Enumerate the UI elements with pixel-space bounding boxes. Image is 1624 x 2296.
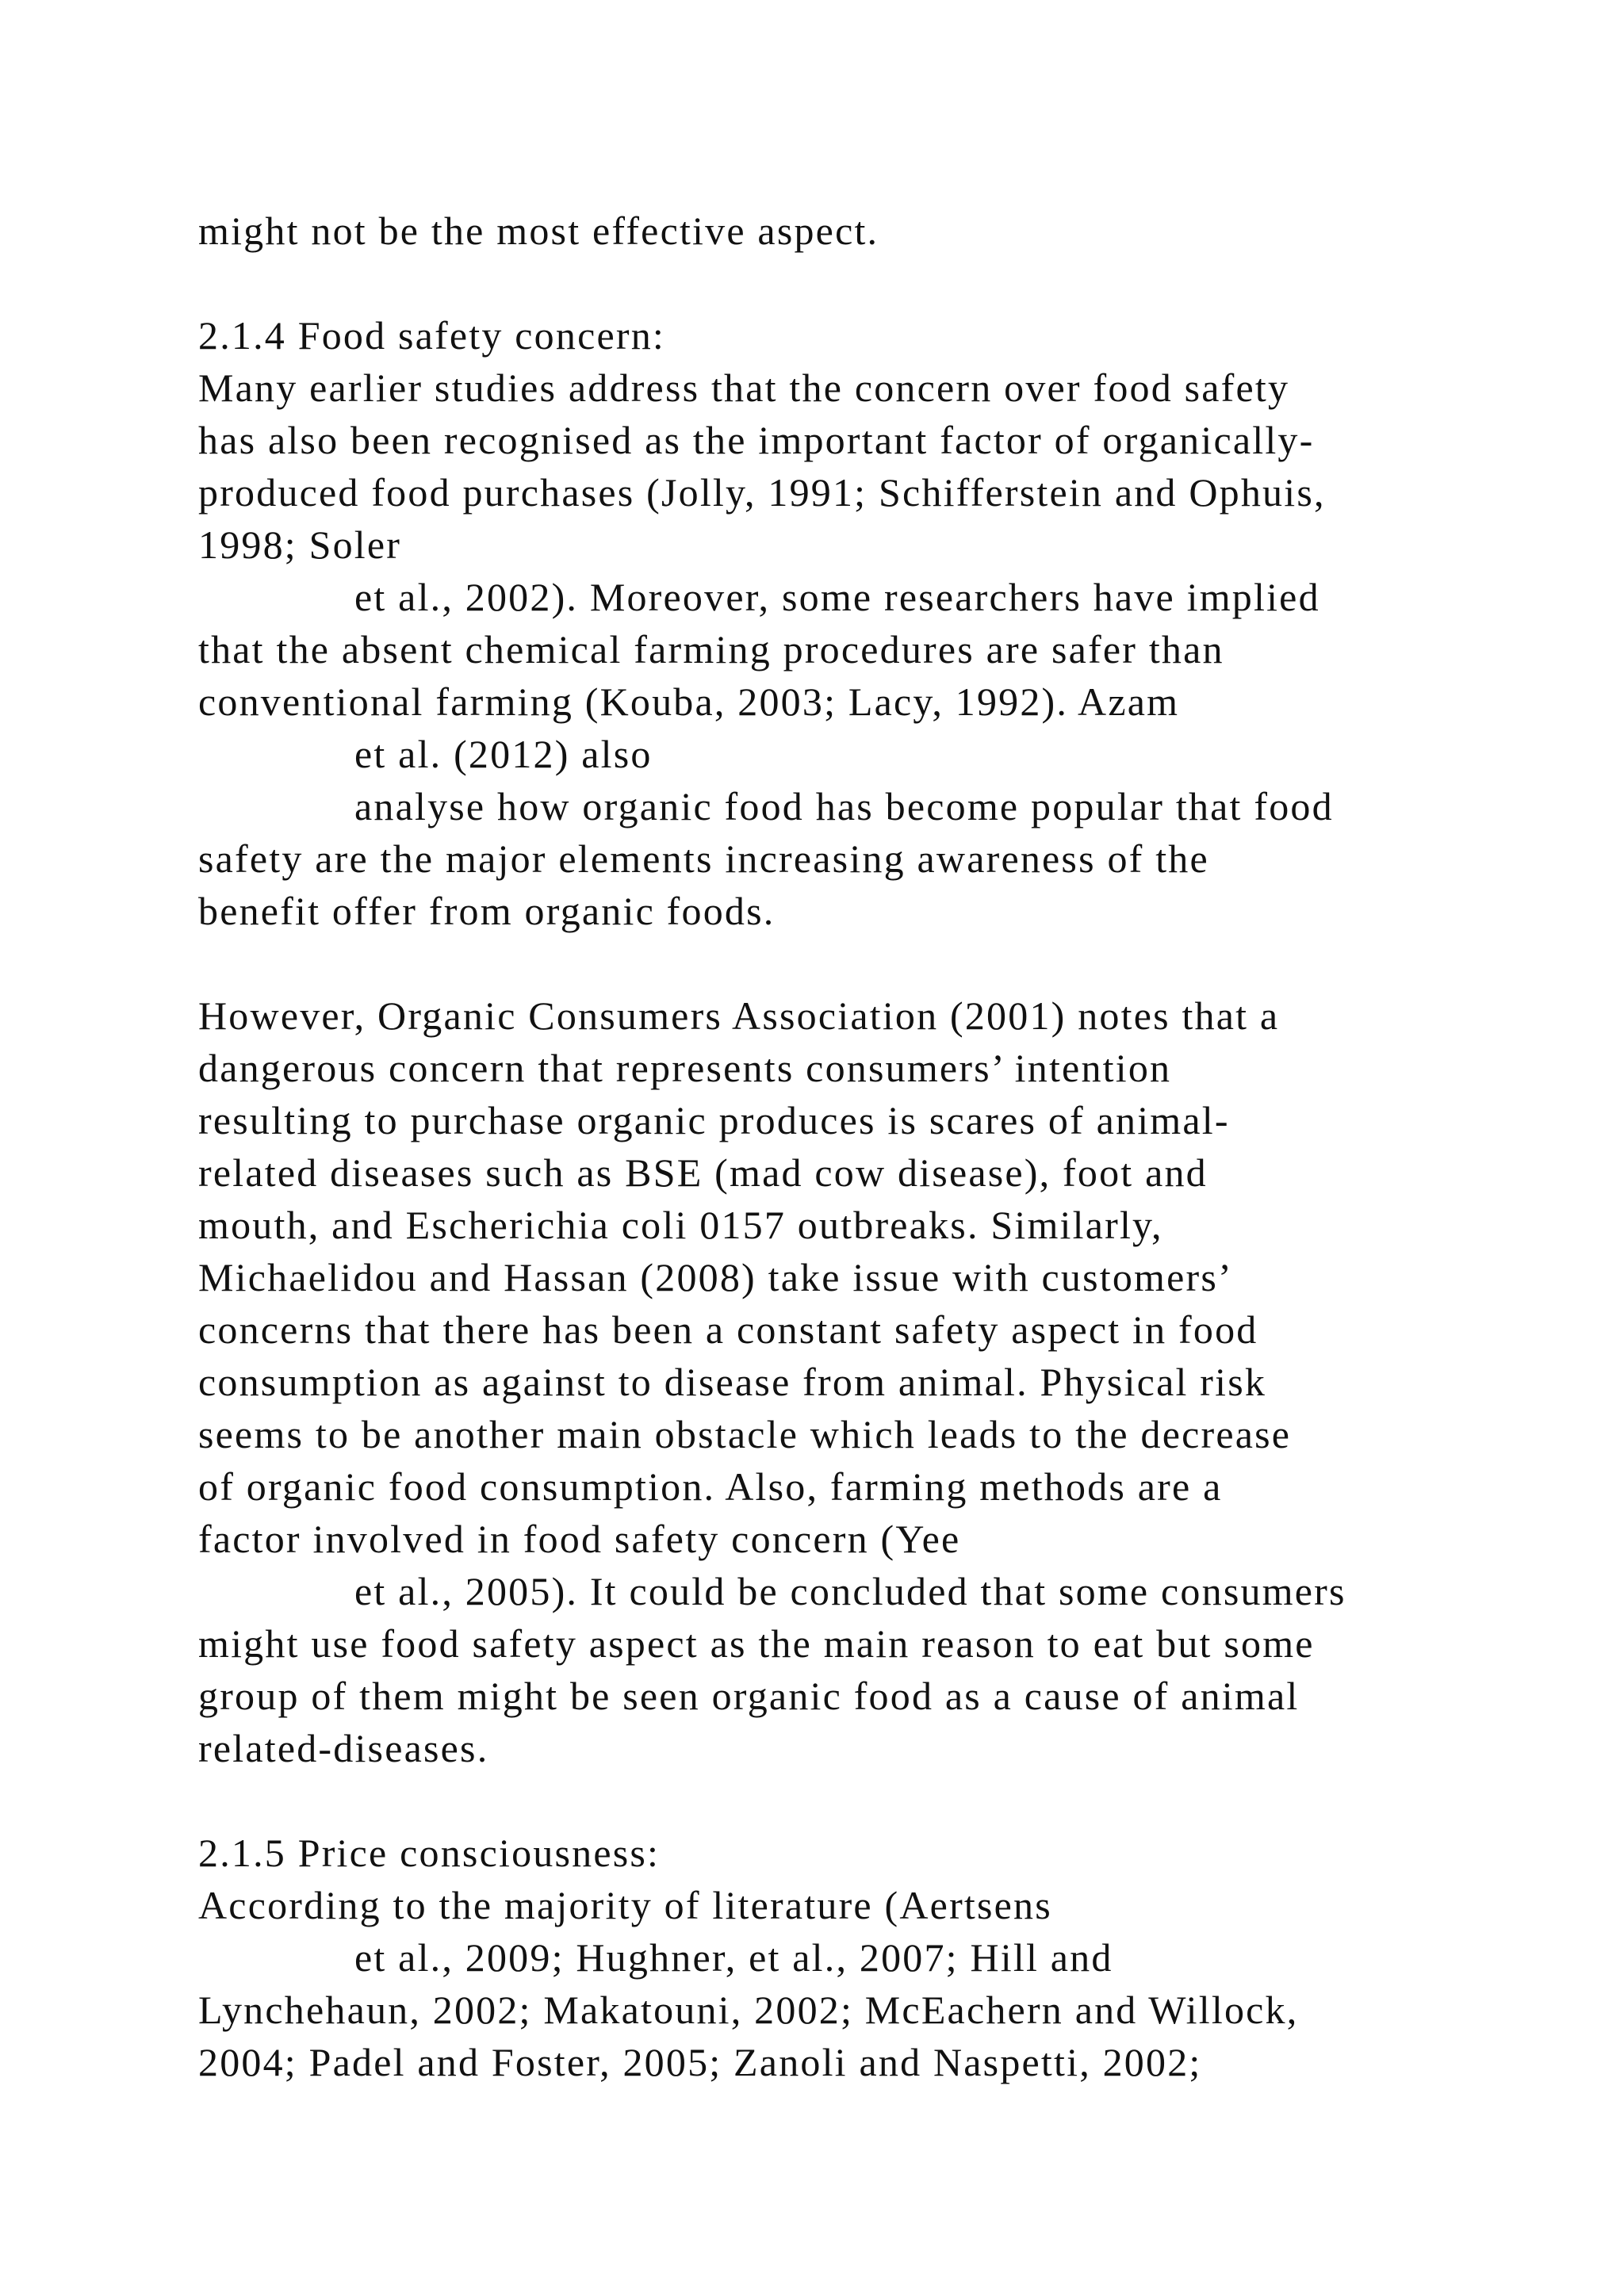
text-line: might use food safety aspect as the main reason to eat but some [198, 1621, 1315, 1666]
text-line: related diseases such as BSE (mad cow disease), foot and [198, 1150, 1208, 1195]
text-line: has also been recognised as the important factor of organically- [198, 418, 1315, 462]
text-line: However, Organic Consumers Association (2001) notes that a [198, 993, 1280, 1038]
section-heading-price-consciousness: 2.1.5 Price consciousness: [198, 1831, 661, 1875]
text-line: Lynchehaun, 2002; Makatouni, 2002; McEachern and Willock, [198, 1988, 1299, 2032]
text-line: seems to be another main obstacle which leads to the decrease [198, 1412, 1292, 1456]
text-line: of organic food consumption. Also, farming methods are a [198, 1464, 1223, 1509]
text-line: that the absent chemical farming procedures are safer than [198, 627, 1224, 672]
text-line: et al. (2012) also [354, 732, 653, 776]
text-line: consumption as against to disease from animal. Physical risk [198, 1360, 1267, 1404]
text-line: According to the majority of literature (Aertsens [198, 1883, 1052, 1927]
text-line: conventional farming (Kouba, 2003; Lacy, 1992). Azam [198, 679, 1180, 724]
text-line: analyse how organic food has become popular that food [354, 784, 1334, 828]
text-line: 1998; Soler [198, 522, 402, 567]
text-line: might not be the most effective aspect. [198, 209, 879, 253]
text-line: resulting to purchase organic produces is scares of animal- [198, 1098, 1230, 1142]
text-line: et al., 2005). It could be concluded that some consumers [354, 1569, 1346, 1613]
text-line: mouth, and Escherichia coli 0157 outbreaks. Similarly, [198, 1203, 1163, 1247]
text-line: et al., 2009; Hughner, et al., 2007; Hill and [354, 1935, 1113, 1980]
text-line: group of them might be seen organic food as a cause of animal [198, 1674, 1300, 1718]
text-line: produced food purchases (Jolly, 1991; Schifferstein and Ophuis, [198, 470, 1326, 515]
text-line: related-diseases. [198, 1726, 489, 1770]
text-line: Michaelidou and Hassan (2008) take issue with customers’ [198, 1255, 1233, 1299]
text-line: et al., 2002). Moreover, some researchers have implied [354, 575, 1320, 619]
text-line: Many earlier studies address that the concern over food safety [198, 365, 1290, 410]
text-line: factor involved in food safety concern (Yee [198, 1517, 961, 1561]
text-line: 2004; Padel and Foster, 2005; Zanoli and Naspetti, 2002; [198, 2040, 1202, 2084]
text-line: safety are the major elements increasing awareness of the [198, 836, 1209, 881]
section-heading-food-safety: 2.1.4 Food safety concern: [198, 313, 666, 358]
text-line: concerns that there has been a constant safety aspect in food [198, 1307, 1258, 1352]
text-line: dangerous concern that represents consumers’ intention [198, 1046, 1172, 1090]
text-line: benefit offer from organic foods. [198, 889, 776, 933]
